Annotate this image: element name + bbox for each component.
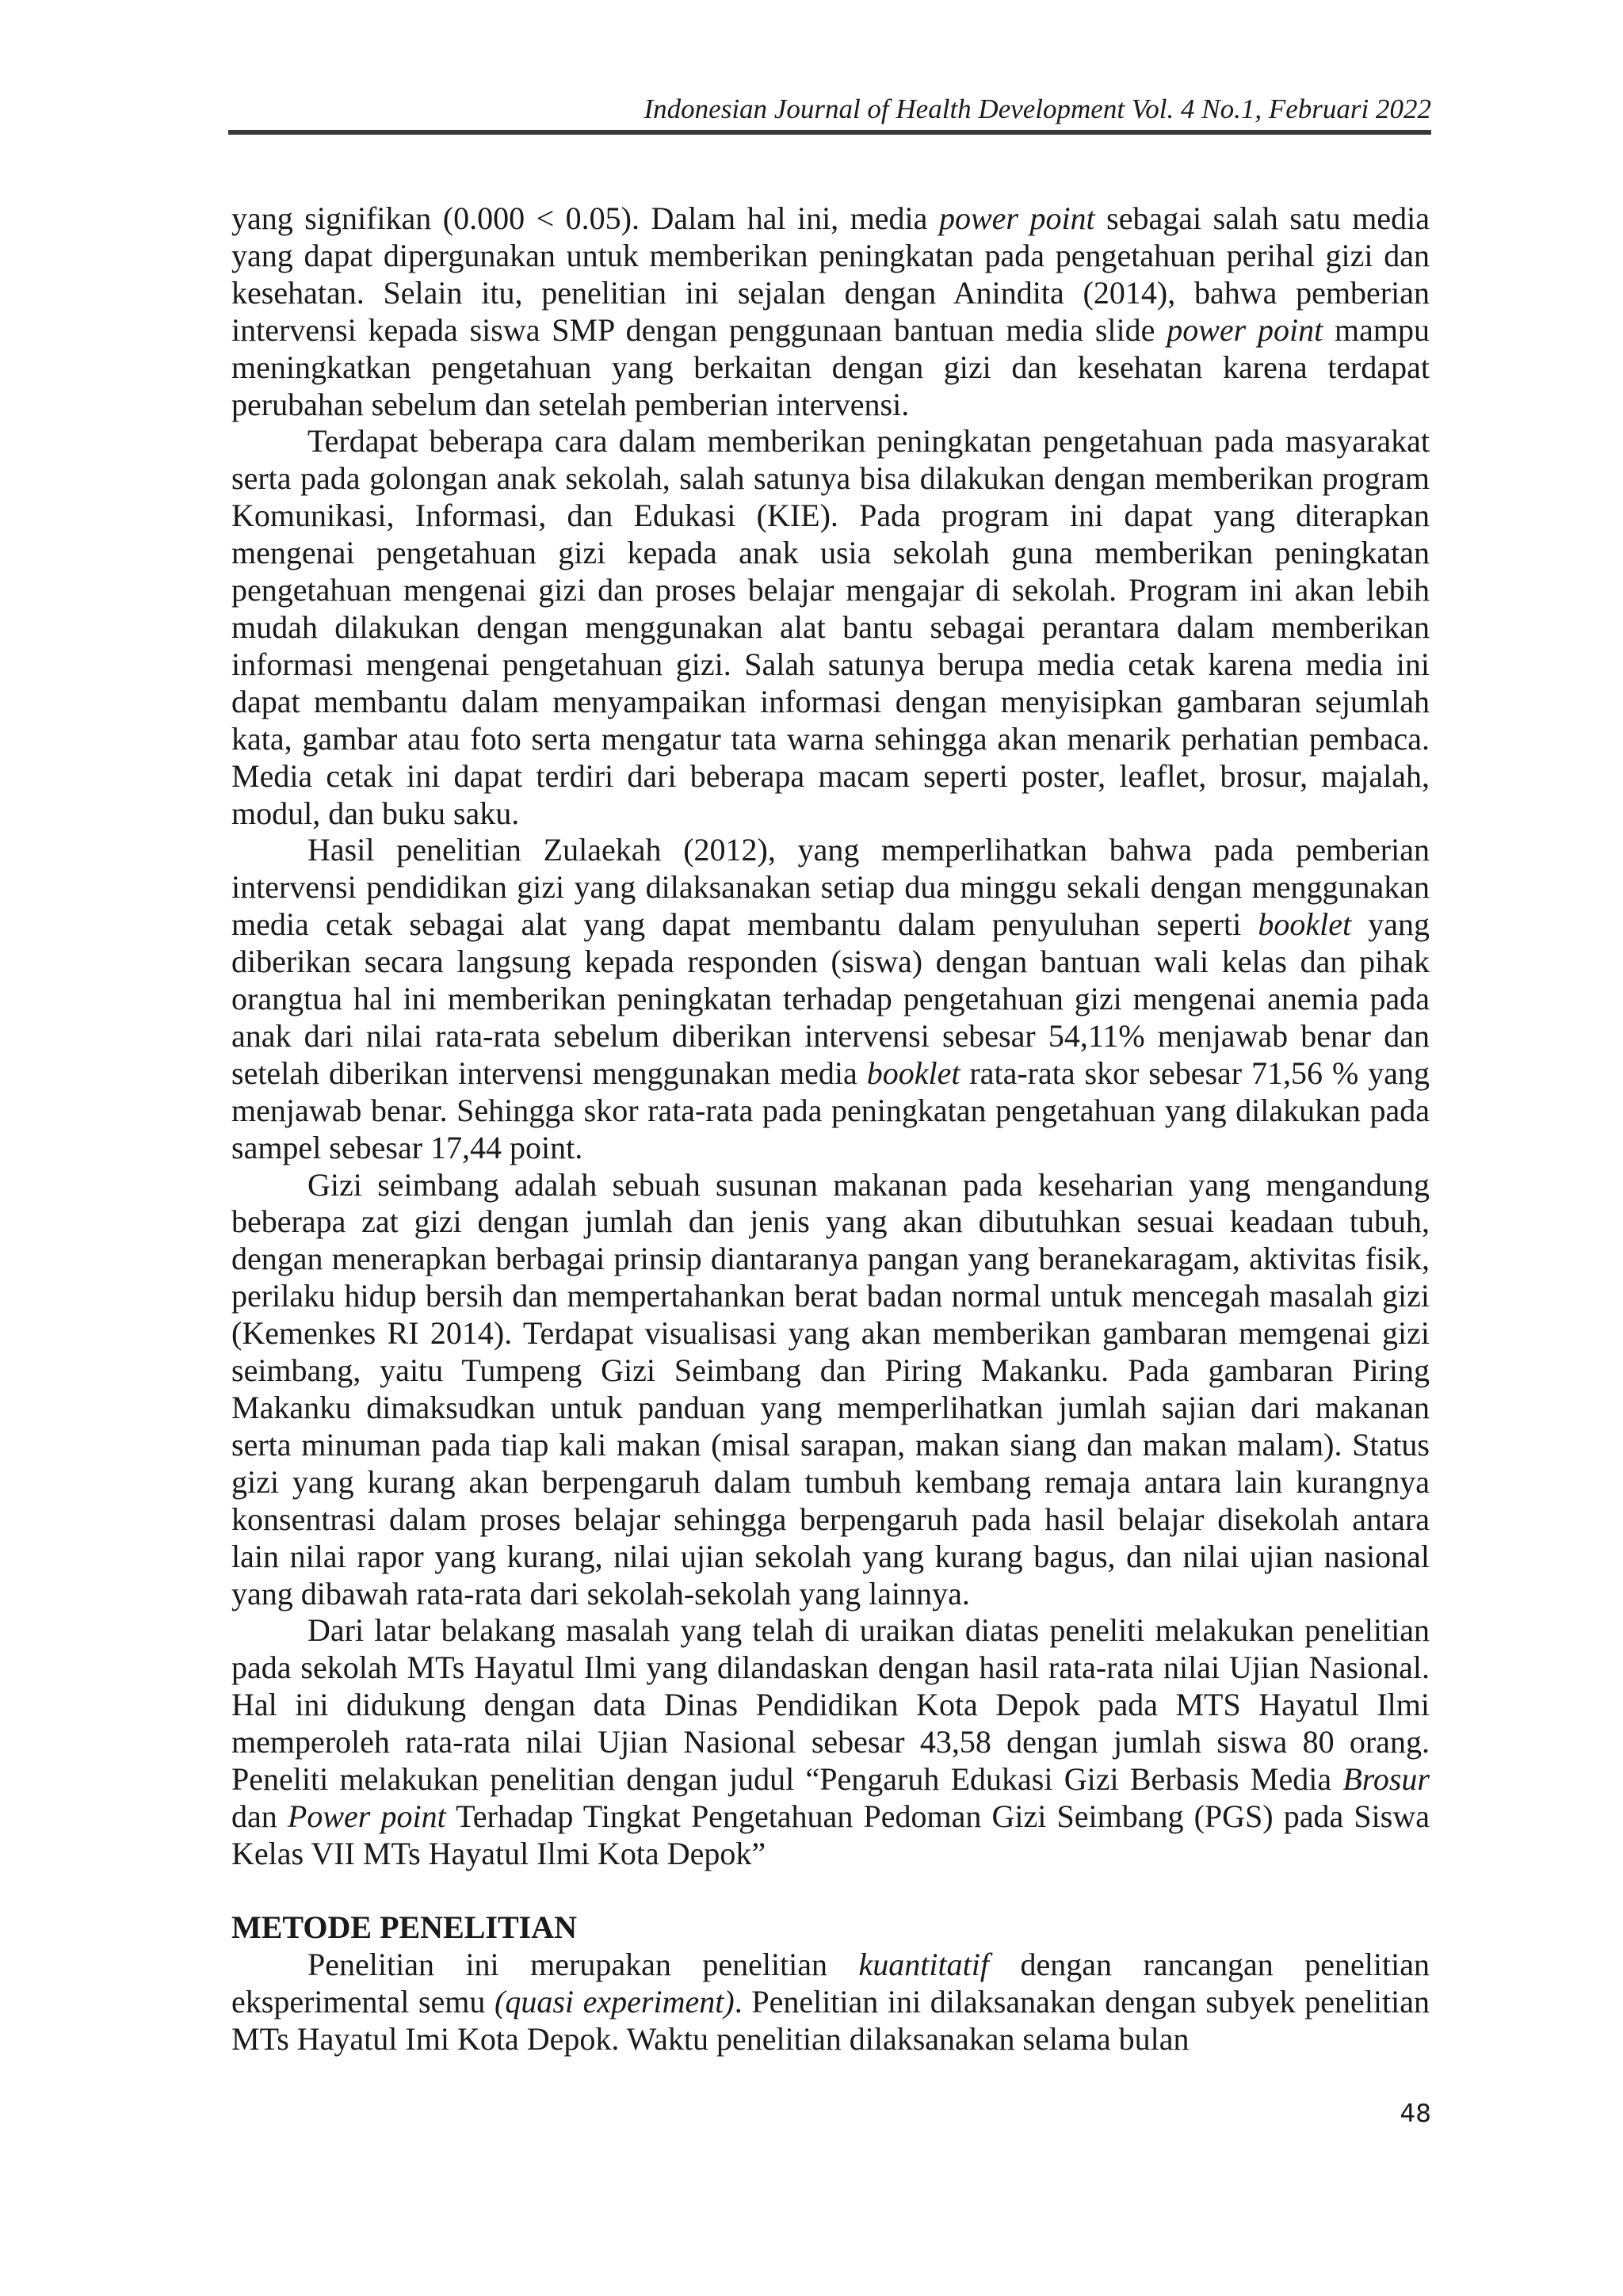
italic-term: Power point	[287, 1798, 446, 1834]
text-run: . Penelitian ini dilaksanakan dengan subyek penelitian MTs Hayatul Imi Kota Depok. Waktu penelitian dilaksanakan selama bulan	[231, 1983, 1430, 2057]
section-paragraphs	[231, 1947, 1430, 2058]
italic-term: (quasi experiment)	[495, 1983, 735, 2019]
text-run: Gizi seimbang adalah sebuah susunan makanan pada keseharian yang mengandung beberapa zat gizi dengan jumlah dan jenis yang akan dibutuhkan sesuai keadaan tubuh, dengan menerapkan berbagai prinsip diantaranya pangan yang beranekaragam, aktivitas fisik, perilaku hidup bersih dan mempertahankan berat badan normal untuk mencegah masalah gizi (Kemenkes RI 2014). Terdapat visualisasi yang akan memberikan gambaran memgenai gizi seimbang, yaitu Tumpeng Gizi Seimbang dan Piring Makanku. Pada gambaran Piring Makanku dimaksudkan untuk panduan yang memperlihatkan jumlah sajian dari makanan serta minuman pada tiap kali makan (misal sarapan, makan siang dan makan malam). Status gizi yang kurang akan berpengaruh dalam tumbuh kembang remaja antara lain kurangnya konsentrasi dalam proses belajar sehingga berpengaruh pada hasil belajar disekolah antara lain nilai rapor yang kurang, nilai ujian sekolah yang kurang bagus, dan nilai ujian nasional yang dibawah rata-rata dari sekolah-sekolah yang lainnya.	[231, 1166, 1430, 1611]
paragraph	[231, 1612, 1430, 1872]
section-heading-metode: METODE PENELITIAN	[231, 1909, 578, 1945]
text-run: rata-rata skor sebesar 71,56 % yang menjawab benar. Sehingga skor rata-rata pada peningkatan pengetahuan yang dilakukan pada sampel sebesar 17,44 point.	[231, 1055, 1430, 1165]
text-run: mampu meningkatkan pengetahuan yang berkaitan dengan gizi dan kesehatan karena terdapat perubahan sebelum dan setelah pemberian intervensi.	[231, 311, 1430, 422]
intro-paragraphs	[231, 200, 1430, 1873]
text-run: Dari latar belakang masalah yang telah di uraikan diatas peneliti melakukan penelitian pada sekolah MTs Hayatul Ilmi yang dilandaskan dengan hasil rata-rata nilai Ujian Nasional. Hal ini didukung dengan data Dinas Pendidikan Kota Depok pada MTS Hayatul Ilmi memperoleh rata-rata nilai Ujian Nasional sebesar 43,58 dengan jumlah siswa 80 orang. Peneliti melakukan penelitian dengan judul “Pengaruh Edukasi Gizi Berbasis Media	[231, 1612, 1430, 1798]
text-run: sebagai salah satu media yang dapat dipergunakan untuk memberikan peningkatan pada pengetahuan perihal gizi dan kesehatan. Selain itu, penelitian ini sejalan dengan Anindita (2014), bahwa pemberian intervensi kepada siswa SMP dengan penggunaan bantuan media slide	[231, 200, 1430, 348]
text-run: yang signifikan (0.000 < 0.05). Dalam hal ini, media	[231, 200, 939, 236]
italic-term: kuantitatif	[858, 1946, 989, 1982]
page-number: 48	[1400, 2100, 1431, 2128]
running-header	[228, 89, 1431, 135]
paragraph	[231, 1947, 1430, 2058]
paragraph	[231, 1167, 1430, 1613]
italic-term: Brosur	[1342, 1761, 1430, 1798]
italic-term: booklet	[866, 1055, 960, 1091]
paragraph	[231, 200, 1430, 423]
text-run: Terhadap Tingkat Pengetahuan Pedoman Gizi Seimbang (PGS) pada Siswa Kelas VII MTs Hayatul Ilmi Kota Depok”	[231, 1798, 1430, 1871]
text-run: Terdapat beberapa cara dalam memberikan peningkatan pengetahuan pada masyarakat serta pada golongan anak sekolah, salah satunya bisa dilakukan dengan memberikan program Komunikasi, Informasi, dan Edukasi (KIE). Pada program ini dapat yang diterapkan mengenai pengetahuan gizi kepada anak usia sekolah guna memberikan peningkatan pengetahuan mengenai gizi dan proses belajar mengajar di sekolah. Program ini akan lebih mudah dilakukan dengan menggunakan alat bantu sebagai perantara dalam memberikan informasi mengenai pengetahuan gizi. Salah satunya berupa media cetak karena media ini dapat membantu dalam menyampaikan informasi dengan menyisipkan gambaran sejumlah kata, gambar atau foto serta mengatur tata warna sehingga akan menarik perhatian pembaca. Media cetak ini dapat terdiri dari beberapa macam seperti poster, leaflet, brosur, majalah, modul, dan buku saku.	[231, 423, 1430, 831]
paragraph	[231, 423, 1430, 832]
italic-term: booklet	[1258, 906, 1352, 943]
text-run: yang diberikan secara langsung kepada responden (siswa) dengan bantuan wali kelas dan pihak orangtua hal ini memberikan peningkatan terhadap pengetahuan gizi mengenai anemia pada anak dari nilai rata-rata sebelum diberikan intervensi sebesar 54,11% menjawab benar dan setelah diberikan intervensi menggunakan media	[231, 906, 1430, 1091]
text-run: Hasil penelitian Zulaekah (2012), yang memperlihatkan bahwa pada pemberian intervensi pendidikan gizi yang dilaksanakan setiap dua minggu sekali dengan menggunakan media cetak sebagai alat yang dapat membantu dalam penyuluhan seperti	[231, 832, 1430, 943]
italic-term: power point	[938, 200, 1095, 236]
text-run: dengan rancangan penelitian eksperimental semu	[231, 1946, 1430, 2019]
journal-citation: Indonesian Journal of Health Development Vol. 4 No.1, Februari 2022	[643, 93, 1431, 124]
text-run: dan	[231, 1798, 288, 1834]
text-run: Penelitian ini merupakan penelitian	[307, 1946, 859, 1982]
paragraph	[231, 832, 1430, 1166]
article-body	[231, 200, 1430, 2058]
italic-term: power point	[1167, 311, 1323, 348]
